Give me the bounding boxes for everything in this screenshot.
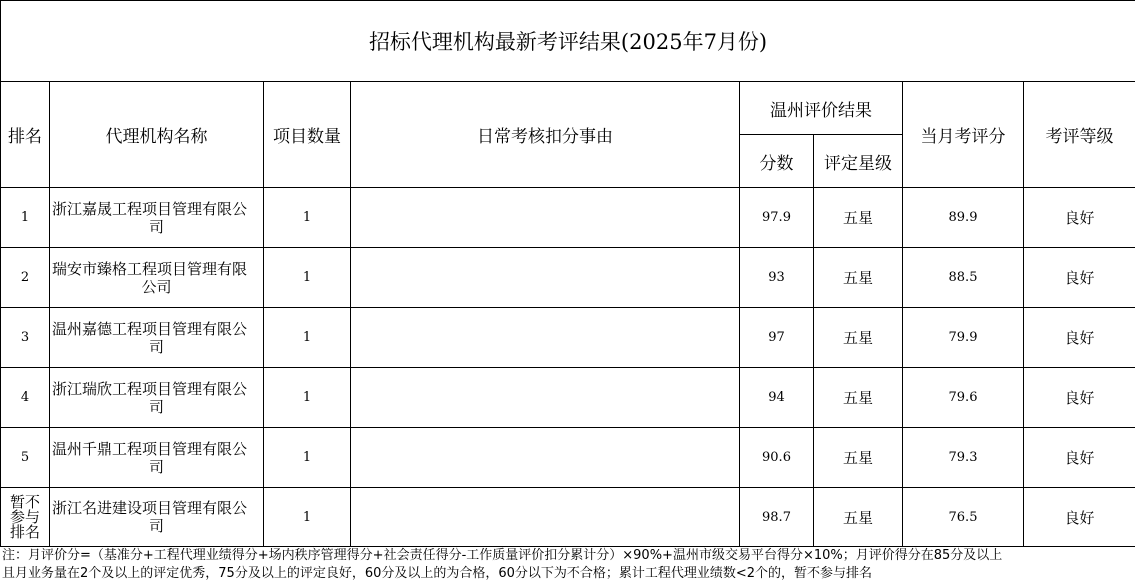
agency-name-cell: [50, 188, 264, 248]
header-monthly-score: 当月考评分: [903, 82, 1024, 188]
rank-excluded-line: 暂不: [9, 492, 40, 511]
star-rating-cell: 五星: [814, 188, 903, 248]
agency-name-line: 浙江瑞欣工程项目管理有限公: [52, 379, 248, 398]
header-project-count: 项目数量: [264, 82, 351, 188]
table-row: [1, 248, 1135, 308]
star-rating-cell: 五星: [814, 248, 903, 308]
project-count-cell: 1: [264, 428, 351, 488]
table-row: [1, 188, 1135, 248]
grade-cell: 良好: [1024, 188, 1135, 248]
deduction-reason-cell: [351, 428, 740, 488]
score-cell: 93: [740, 248, 814, 308]
agency-name-line: 温州嘉德工程项目管理有限公: [52, 319, 248, 338]
rank-excluded-line: 排名: [9, 522, 40, 541]
star-rating-cell: 五星: [814, 428, 903, 488]
header-grade: 考评等级: [1024, 82, 1135, 188]
agency-name-line: 司: [148, 517, 164, 535]
rank-excluded-line: 参与: [9, 507, 40, 526]
page-title: 招标代理机构最新考评结果(2025年7月份): [1, 1, 1135, 82]
score-cell: 90.6: [740, 428, 814, 488]
agency-name-line: 司: [148, 397, 164, 416]
agency-name-cell: [50, 248, 264, 308]
header-rank: 排名: [1, 82, 50, 188]
project-count-cell: 1: [264, 188, 351, 248]
footnote-line: 且月业务量在2个及以上的评定优秀，75分及以上的评定良好，60分及以上的为合格，60分以下为不合格；累计工程代理业绩数<2个的，暂不参与排名: [2, 566, 873, 581]
header-deduction-reason: 日常考核扣分事由: [351, 82, 740, 188]
agency-name-line: 司: [148, 217, 164, 236]
project-count-cell: 1: [264, 248, 351, 308]
rank-cell: 3: [1, 308, 50, 368]
monthly-score-cell: 79.3: [903, 428, 1024, 488]
grade-cell: 良好: [1024, 308, 1135, 368]
rank-cell: 4: [1, 368, 50, 428]
project-count-cell: 1: [264, 488, 351, 547]
agency-name-line: 司: [148, 457, 164, 476]
agency-name-line: 浙江名进建设项目管理有限公: [52, 499, 248, 517]
deduction-reason-cell: [351, 248, 740, 308]
grade-cell: 良好: [1024, 428, 1135, 488]
agency-name-line: 温州千鼎工程项目管理有限公: [52, 439, 248, 458]
grade-cell: 良好: [1024, 488, 1135, 547]
deduction-reason-cell: [351, 488, 740, 547]
header-score: 分数: [740, 135, 814, 188]
grade-cell: 良好: [1024, 368, 1135, 428]
rank-cell: 1: [1, 188, 50, 248]
monthly-score-cell: 89.9: [903, 188, 1024, 248]
deduction-reason-cell: [351, 308, 740, 368]
deduction-reason-cell: [351, 368, 740, 428]
header-star-rating: 评定星级: [814, 135, 903, 188]
agency-name-cell: [50, 368, 264, 428]
agency-name-cell: [50, 488, 264, 547]
rank-cell-excluded: [1, 488, 50, 547]
monthly-score-cell: 88.5: [903, 248, 1024, 308]
rank-cell: 2: [1, 248, 50, 308]
monthly-score-cell: 79.6: [903, 368, 1024, 428]
star-rating-cell: 五星: [814, 488, 903, 547]
agency-name-cell: [50, 308, 264, 368]
header-wenzhou-result: 温州评价结果: [740, 82, 903, 135]
table-row-excluded: [1, 488, 1135, 547]
score-cell: 98.7: [740, 488, 814, 547]
deduction-reason-cell: [351, 188, 740, 248]
table-row: [1, 308, 1135, 368]
grade-cell: 良好: [1024, 248, 1135, 308]
agency-name-line: 浙江嘉晟工程项目管理有限公: [52, 199, 248, 218]
agency-name-line: 司: [148, 337, 164, 356]
score-cell: 94: [740, 368, 814, 428]
project-count-cell: 1: [264, 308, 351, 368]
rank-cell: 5: [1, 428, 50, 488]
star-rating-cell: 五星: [814, 308, 903, 368]
agency-name-line: 瑞安市臻格工程项目管理有限: [52, 259, 248, 278]
footnote-line: 注：月评价分=（基准分+工程代理业绩得分+场内秩序管理得分+社会责任得分-工作质量评价扣分累计分）×90%+温州市级交易平台得分×10%；月评价得分在85分及以上: [2, 548, 1003, 563]
table-row: [1, 428, 1135, 488]
project-count-cell: 1: [264, 368, 351, 428]
score-cell: 97.9: [740, 188, 814, 248]
score-cell: 97: [740, 308, 814, 368]
footnote: [2, 547, 1133, 583]
table-row: [1, 368, 1135, 428]
agency-name-cell: [50, 428, 264, 488]
monthly-score-cell: 76.5: [903, 488, 1024, 547]
monthly-score-cell: 79.9: [903, 308, 1024, 368]
star-rating-cell: 五星: [814, 368, 903, 428]
header-agency-name: 代理机构名称: [50, 82, 264, 188]
agency-name-line: 公司: [141, 277, 172, 296]
